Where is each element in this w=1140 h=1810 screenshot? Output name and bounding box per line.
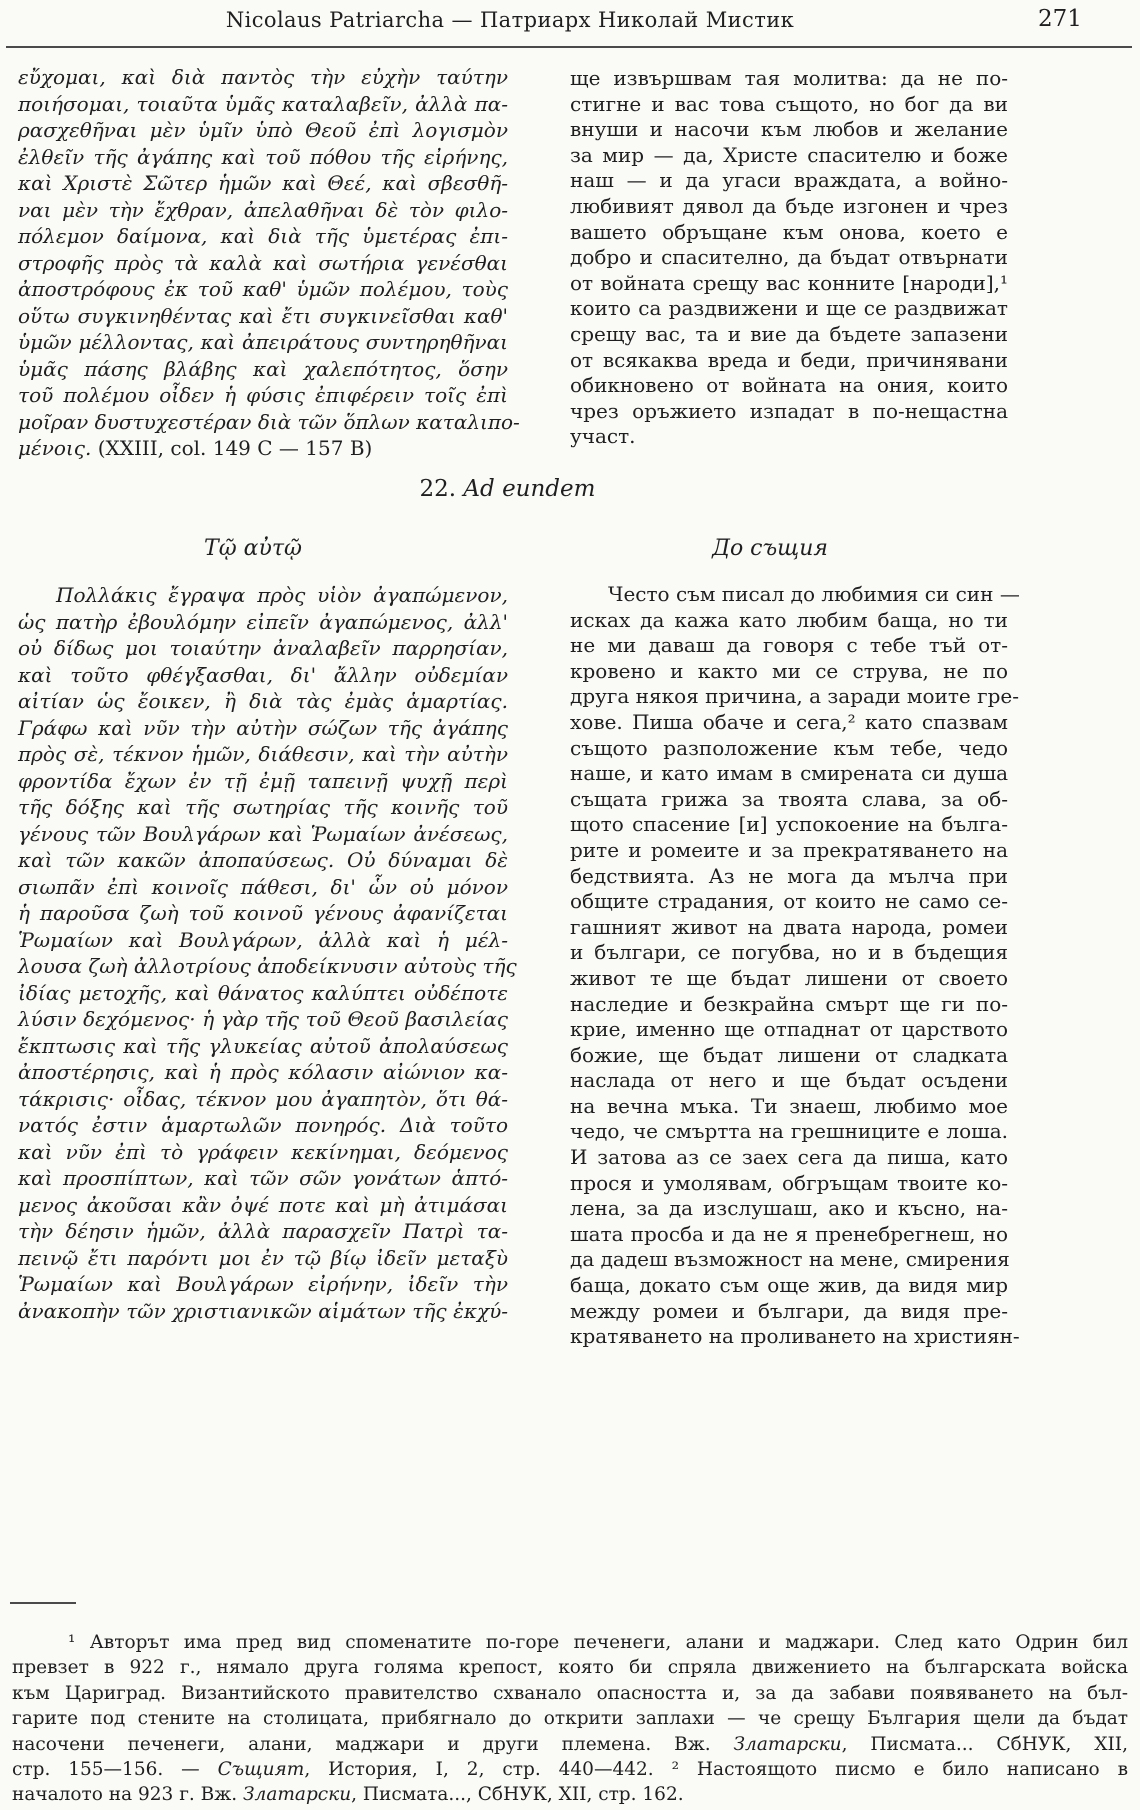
- text-line: πόλεμον δαίμονα, καὶ διὰ τῆς ὑμετέρας ἐπι-: [18, 224, 508, 248]
- text-line: ναι μὲν τὴν ἔχθραν, ἀπελαθῆναι δὲ τὸν φιλο-: [18, 197, 508, 222]
- text-line: общите страдания, от които не само се-: [570, 889, 1008, 914]
- text-line: μενος ἀκοῦσαι κἂν ὀψέ ποτε καὶ μὴ ἀτιμάσαι: [18, 1192, 508, 1217]
- text-line: τὴν δέησιν ἡμῶν, ἀλλὰ παρασχεῖν Πατρὶ τα-: [18, 1219, 508, 1243]
- text-line: Често съм писал до любимия си син —: [608, 582, 1020, 606]
- text-line: чедо, че смъртта на грешниците е лоша.: [570, 1119, 1008, 1144]
- text-line: и българи, се погубва, но и в бъдещия: [570, 940, 1008, 965]
- text-line: любивият дявол да бъде изгонен и чрез: [570, 193, 1008, 218]
- text-line: Πολλάκις ἔγραψα πρὸς υἱὸν ἀγαπώμενον,: [56, 583, 508, 607]
- text-line: μένοις. (XXIII, col. 149 C — 157 B): [18, 436, 373, 460]
- bulgarian-text-block-2: [570, 582, 1020, 1350]
- text-line: началото на 923 г. Вж. Златарски, Писмата..., СбНУК, XII, стр. 162.: [12, 1784, 684, 1806]
- text-line: срещу вас, та и вие да бъдете запазени: [570, 321, 1008, 346]
- text-line: οὐ δίδως μοι τοιαύτην ἀναλαβεῖν παρρησίαν,: [18, 636, 508, 660]
- text-line: καὶ τῶν κακῶν ἀποπαύσεως. Οὐ δύναμαι δὲ: [18, 848, 508, 872]
- page-number: 271: [1038, 6, 1082, 32]
- footnote-separator: [10, 1602, 76, 1604]
- text-line: ἀνακοπὴν τῶν χριστιανικῶν αἱμάτων τῆς ἐκχύ-: [18, 1298, 508, 1323]
- text-line: λουσα ζωὴ ἀλλοτρίους ἀποδείκνυσιν αὐτοὺς τῆς: [18, 954, 517, 978]
- text-line: καὶ Χριστὲ Σῶτερ ἡμῶν καὶ Θεέ, καὶ σβεσθῆ-: [18, 171, 508, 195]
- text-line: νατός ἐστιν ἁμαρτωλῶν πονηρός. Διὰ τοῦτο: [18, 1113, 508, 1137]
- text-line: кратяването на проливането на християн-: [570, 1324, 1020, 1349]
- text-line: бедствията. Аз не мога да мълча при: [570, 863, 1008, 888]
- text-line: τῆς δόξης καὶ τῆς σωτηρίας τῆς κοινῆς τοῦ: [18, 795, 508, 819]
- text-line: същото разположение към тебе, чедо: [570, 735, 1008, 760]
- text-line: И затова аз се заех сега да пиша, като: [570, 1145, 1008, 1170]
- text-line: да дадеш възможност на мене, смирения: [570, 1247, 1010, 1272]
- text-line: στροφῆς πρὸς τὰ καλὰ καὶ σωτήρια γενέσθαι: [18, 250, 508, 275]
- text-line: Γράφω καὶ νῦν τὴν αὐτὴν σώζων τῆς ἀγάπης: [18, 715, 508, 740]
- text-line: стигне и вас това същото, но бог да ви: [570, 91, 1008, 116]
- text-line: τοῦ πολέμου οἶδεν ἡ φύσις ἐπιφέρειν τοῖς ἐπὶ: [18, 383, 508, 407]
- text-line: друга някоя причина, а заради моите гре-: [570, 684, 1019, 709]
- section-latin-title: Ad eundem: [463, 476, 596, 502]
- text-line: не ми даваш да говоря с тебе тъй от-: [570, 633, 1008, 658]
- text-line: ἡ παροῦσα ζωὴ τοῦ κοινοῦ γένους ἀφανίζεται: [18, 901, 508, 925]
- text-line: чрез оръжието изпадат в по-нещастна: [570, 398, 1008, 423]
- text-line: наше, и като имам в смирената си душа: [570, 761, 1008, 786]
- text-line: гарите под стените на столицата, прибягнало до открити заплахи — че срещу България щели да бъдат: [12, 1708, 1128, 1730]
- text-line: прося и умолявам, обгръщам твоите ко-: [570, 1170, 1008, 1195]
- text-line: исках да кажа като любим баща, но ти: [570, 607, 1008, 632]
- text-line: кровено и както ми се струва, не по: [570, 658, 1008, 683]
- text-line: ἰδίας μετοχῆς, καὶ θάνατος καλύπτει οὐδέποτε: [18, 980, 508, 1005]
- text-line: наслада от него и ще бъдат осъдени: [570, 1068, 1008, 1093]
- greek-text-block-2: [18, 582, 517, 1324]
- footnotes-block: [12, 1630, 1128, 1808]
- text-line: λύσιν δεχόμενος· ἡ γὰρ τῆς τοῦ Θεοῦ βασιλείας: [18, 1007, 508, 1031]
- header-rule: [6, 46, 1132, 48]
- greek-subheading: Τῷ αὐτῷ: [204, 536, 302, 561]
- text-line: хове. Пиша обаче и сега,² като спазвам: [570, 709, 1008, 734]
- text-line: μοῖραν δυστυχεστέραν διὰ τῶν ὅπλων καταλιπο-: [18, 409, 520, 434]
- section-heading: [0, 476, 1015, 502]
- bulgarian-text-block-1: [570, 66, 1008, 450]
- text-line: οὕτω συγκινηθέντας καὶ ἔτι συγκινεῖσθαι καθ': [18, 303, 508, 328]
- running-header-title: Nicolaus Patriarcha — Патриарх Николай Мистик: [225, 8, 795, 32]
- section-number: 22.: [419, 476, 457, 502]
- text-line: наследие и безкрайна смърт ще ги по-: [570, 991, 1008, 1016]
- text-line: καὶ νῦν ἐπὶ τὸ γράφειν κεκίνημαι, δεόμενος: [18, 1139, 508, 1164]
- text-line: πεινῷ ἔτι παρόντι μοι ἐν τῷ βίῳ ἰδεῖν μεταξὺ: [18, 1245, 508, 1270]
- text-line: καὶ τοῦτο φθέγξασθαι, δι' ἄλλην οὐδεμίαν: [18, 662, 508, 687]
- text-line: ще извършвам тая молитва: да не по-: [570, 66, 1008, 90]
- text-line: ὑμᾶς πάσης βλάβης καὶ χαλεπότητος, ὅσην: [18, 356, 508, 381]
- text-line: от всякаква вреда и беди, причинявани: [570, 347, 1008, 372]
- text-line: γένους τῶν Βουλγάρων καὶ Ῥωμαίων ἀνέσεως,: [18, 821, 508, 846]
- text-line: εὔχομαι, καὶ διὰ παντὸς τὴν εὐχὴν ταύτην: [18, 65, 508, 89]
- text-line: от войната срещу вас конните [народи],¹: [570, 270, 1008, 295]
- text-line: живот те ще бъдат лишени от своето: [570, 965, 1008, 990]
- text-line: към Цариград. Византийското правителство схванало опасността и, за да забави появяването на бъл-: [12, 1682, 1128, 1704]
- text-line: Ῥωμαίων καὶ Βουλγάρων εἰρήνην, ἰδεῖν τὴν: [18, 1272, 508, 1296]
- text-line: участ.: [570, 424, 636, 449]
- text-line: ἔκπτωσις καὶ τῆς γλυκείας αὐτοῦ ἀπολαύσεως: [18, 1033, 508, 1058]
- text-line: за мир — да, Христе спасителю и боже: [570, 142, 1008, 167]
- text-line: гашният живот на двата народа, ромеи: [570, 914, 1008, 939]
- bulgarian-subheading: До същия: [712, 536, 828, 561]
- emphasized-text: Същият: [217, 1758, 305, 1780]
- text-line: крие, именно ще отпаднат от царството: [570, 1017, 1008, 1042]
- text-line: които са раздвижени и ще се раздвижат: [570, 296, 1008, 321]
- text-line: вашето обръщане към онова, което е: [570, 219, 1008, 244]
- text-line: шата просба и да не я пренебрегнеш, но: [570, 1221, 1008, 1246]
- emphasized-text: Златарски: [243, 1784, 352, 1806]
- text-line: на вечна мъка. Ти знаеш, любимо мое: [570, 1093, 1008, 1118]
- text-line: стр. 155—156. — Същият, История, I, 2, стр. 440—442. ² Настоящото писмо е било написано в: [12, 1758, 1129, 1780]
- text-line: καὶ προσπίπτων, καὶ τῶν σῶν γονάτων ἁπτό-: [18, 1166, 508, 1190]
- citation-text: (XXIII, col. 149 C — 157 B): [97, 436, 373, 460]
- text-line: αἰτίαν ὡς ἔοικεν, ἢ διὰ τὰς ἐμὰς ἁμαρτίας.: [18, 689, 508, 713]
- text-line: ὡς πατὴρ ἐβουλόμην εἰπεῖν ἀγαπώμενος, ἀλλ': [18, 609, 508, 634]
- text-line: божие, ще бъдат лишени от сладката: [570, 1042, 1008, 1067]
- text-line: ¹ Авторът има пред вид споменатите по-горе печенеги, алани и маджари. След като Одрин бил: [68, 1632, 1128, 1653]
- text-line: превзет в 922 г., нямало друга голяма крепост, която би спряла движението на българската войска: [12, 1657, 1128, 1679]
- emphasized-text: Златарски: [733, 1733, 842, 1755]
- text-line: рите и ромеите и за прекратяването на: [570, 837, 1008, 862]
- greek-text-block-1: [18, 64, 520, 462]
- text-line: ποιήσομαι, τοιαῦτα ὑμᾶς καταλαβεῖν, ἀλλὰ πα-: [18, 91, 508, 116]
- text-line: внуши и насочи към любов и желание: [570, 117, 1008, 142]
- text-line: σιωπᾶν ἐπὶ κοινοῖς πάθεσι, δι' ὧν οὐ μόνον: [18, 874, 508, 899]
- text-line: добро и спасително, да бъдат отвърнати: [570, 245, 1008, 270]
- text-line: лена, за да изслушаш, ако и късно, на-: [570, 1196, 1008, 1221]
- text-line: щото спасение [и] успокоение на бълга-: [570, 812, 1008, 837]
- text-line: φροντίδα ἔχων ἐν τῇ ἐμῇ ταπεινῇ ψυχῇ περὶ: [18, 768, 508, 793]
- text-line: Ῥωμαίων καὶ Βουλγάρων, ἀλλὰ καὶ ἡ μέλ-: [18, 927, 508, 952]
- text-line: насочени печенеги, алани, маджари и други племена. Вж. Златарски, Писмата... СбНУК, XII,: [12, 1733, 1128, 1755]
- text-line: между ромеи и българи, да видя пре-: [570, 1298, 1008, 1323]
- text-line: πρὸς σὲ, τέκνον ἡμῶν, διάθεσιν, καὶ τὴν αὐτὴν: [18, 742, 508, 766]
- text-line: баща, докато съм още жив, да видя мир: [570, 1273, 1008, 1298]
- text-line: обикновено от войната на ония, които: [570, 373, 1008, 398]
- text-line: ρασχεθῆναι μὲν ὑμῖν ὑπὸ Θεοῦ ἐπὶ λογισμὸν: [18, 118, 508, 142]
- text-line: ὑμῶν μέλλοντας, καὶ ἀπειράτους συντηρηθῆναι: [18, 330, 508, 354]
- text-line: ἀποστρόφους ἐκ τοῦ καθ' ὑμῶν πολέμου, τοὺς: [18, 277, 508, 301]
- text-line: τάκρισις· οἶδας, τέκνον μου ἀγαπητὸν, ὅτι θά-: [18, 1086, 508, 1111]
- text-line: наш — и да угаси враждата, а войно-: [570, 168, 1008, 193]
- text-line: същата грижа за твоята слава, за об-: [570, 786, 1008, 811]
- text-line: ἐλθεῖν τῆς ἀγάπης καὶ τοῦ πόθου τῆς εἰρήνης,: [18, 144, 508, 169]
- text-line: ἀποστέρησις, καὶ ἡ πρὸς κόλασιν αἰώνιον κα-: [18, 1060, 508, 1084]
